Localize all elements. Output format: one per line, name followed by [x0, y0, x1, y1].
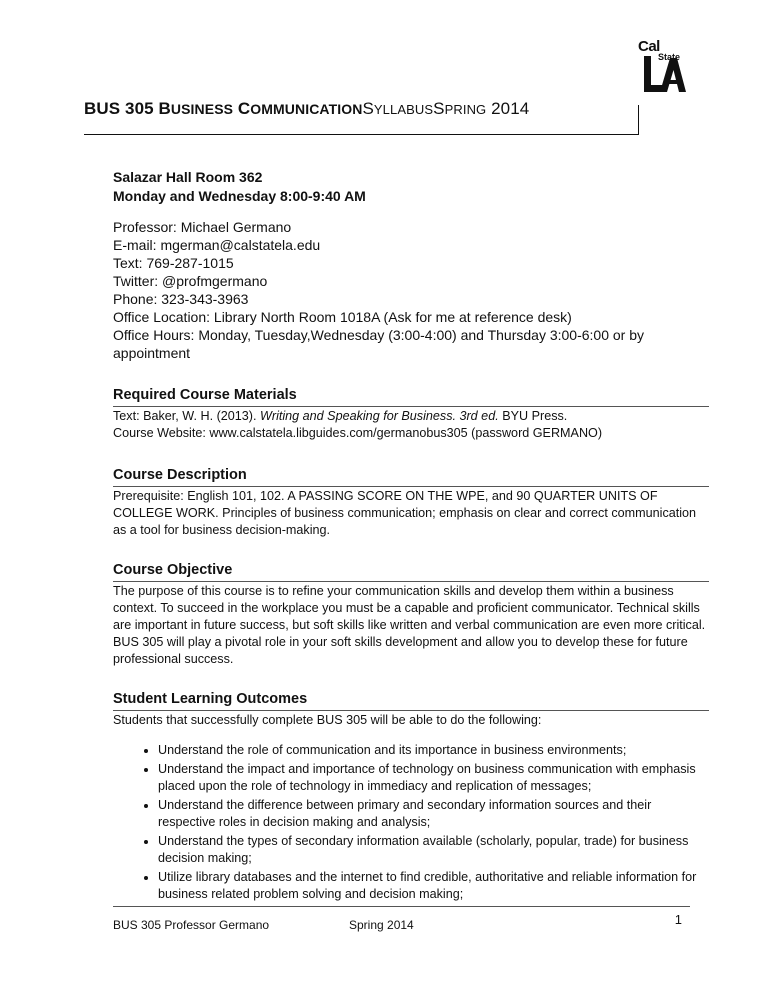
materials-heading: Required Course Materials — [113, 386, 709, 407]
section-outcomes — [113, 690, 709, 903]
header-divider — [84, 134, 639, 135]
office-hours: Office Hours: Monday, Tuesday,Wednesday (3:00-4:00) and Thursday 3:00-6:00 or by appointment — [113, 327, 645, 361]
header-b-initial: B — [158, 99, 171, 118]
header-c-initial: C — [237, 99, 251, 118]
syllabus-content — [113, 168, 709, 905]
section-description — [113, 466, 709, 539]
description-heading: Course Description — [113, 466, 709, 487]
class-room: Salazar Hall Room 362 — [113, 169, 263, 185]
professor-email: E-mail: mgerman@calstatela.edu — [113, 237, 321, 253]
outcomes-body — [113, 712, 709, 903]
section-materials — [113, 386, 709, 442]
page-footer — [113, 906, 690, 935]
outcomes-intro: Students that successfully complete BUS 305 will be able to do the following: — [113, 713, 542, 727]
objective-text: The purpose of this course is to refine your communication skills and develop them within a business context. To succeed in the workplace you must be a capable and proficient communicator. Technical skills are important in future success, but soft skills like written and verbal communication are even more critical. BUS 305 will play a pivotal role in your soft skills development and allow you to develop these for future professional success. — [113, 584, 706, 666]
professor-name: Professor: Michael Germano — [113, 219, 292, 235]
section-objective — [113, 561, 709, 668]
logo-cal-text: Cal — [638, 38, 660, 55]
list-item: • Understand the types of secondary information available (scholarly, popular, trade) for business decision making; — [158, 833, 709, 867]
header-year: 2014 — [486, 99, 530, 118]
cal-state-la-logo — [636, 38, 686, 96]
description-text: Prerequisite: English 101, 102. A PASSING SCORE ON THE WPE, and 90 QUARTER UNITS OF COLLEGE WORK. Principles of business communication; emphasis on clear and correct communication as a tool for business decision-making. — [113, 489, 697, 537]
professor-text: Text: 769-287-1015 — [113, 255, 234, 271]
header-sp-initial: S — [433, 99, 445, 118]
materials-website: Course Website: www.calstatela.libguides.com/germanobus305 (password GERMANO) — [113, 426, 603, 440]
objective-heading: Course Objective — [113, 561, 709, 582]
header-s-rest: YLLABUS — [373, 102, 434, 117]
description-body — [113, 488, 709, 539]
header-s-initial: S — [362, 99, 374, 118]
class-location — [113, 168, 709, 206]
professor-contact — [113, 218, 709, 362]
header-vertical-rule — [638, 105, 639, 135]
materials-text-prefix: Text: Baker, W. H. (2013). — [113, 409, 260, 423]
page-number: 1 — [674, 912, 682, 927]
class-schedule: Monday and Wednesday 8:00-9:40 AM — [113, 188, 366, 204]
professor-phone: Phone: 323-343-3963 — [113, 291, 249, 307]
list-item: • Utilize library databases and the internet to find credible, authoritative and reliable information for business related problem solving and decision making; — [158, 869, 709, 903]
footer-term: Spring 2014 — [349, 918, 414, 932]
syllabus-header-title — [84, 99, 529, 119]
list-item: • Understand the role of communication and its importance in business environments; — [158, 742, 709, 759]
list-item: • Understand the difference between primary and secondary information sources and their respective roles in decision making and analysis; — [158, 797, 709, 831]
header-course-code: BUS 305 — [84, 99, 159, 118]
office-location: Office Location: Library North Room 1018A (Ask for me at reference desk) — [113, 309, 572, 325]
logo-state-text: State — [658, 52, 681, 62]
footer-course: BUS 305 Professor Germano — [113, 918, 270, 932]
header-sp-rest: PRING — [444, 102, 487, 117]
materials-book-title: Writing and Speaking for Business. 3rd ed. — [259, 409, 499, 423]
outcomes-heading: Student Learning Outcomes — [113, 690, 709, 711]
header-c-rest: OMMUNICATION — [250, 101, 363, 117]
objective-body — [113, 583, 709, 668]
list-item: • Understand the impact and importance of technology on business communication with emphasis placed upon the role of technology in immediacy and replication of messages; — [158, 761, 709, 795]
materials-text-suffix: BYU Press. — [498, 409, 568, 423]
header-b-rest: USINESS — [170, 101, 234, 117]
materials-body — [113, 408, 709, 442]
materials-text — [113, 408, 709, 425]
professor-twitter: Twitter: @profmgermano — [113, 273, 268, 289]
outcomes-list — [113, 742, 709, 903]
